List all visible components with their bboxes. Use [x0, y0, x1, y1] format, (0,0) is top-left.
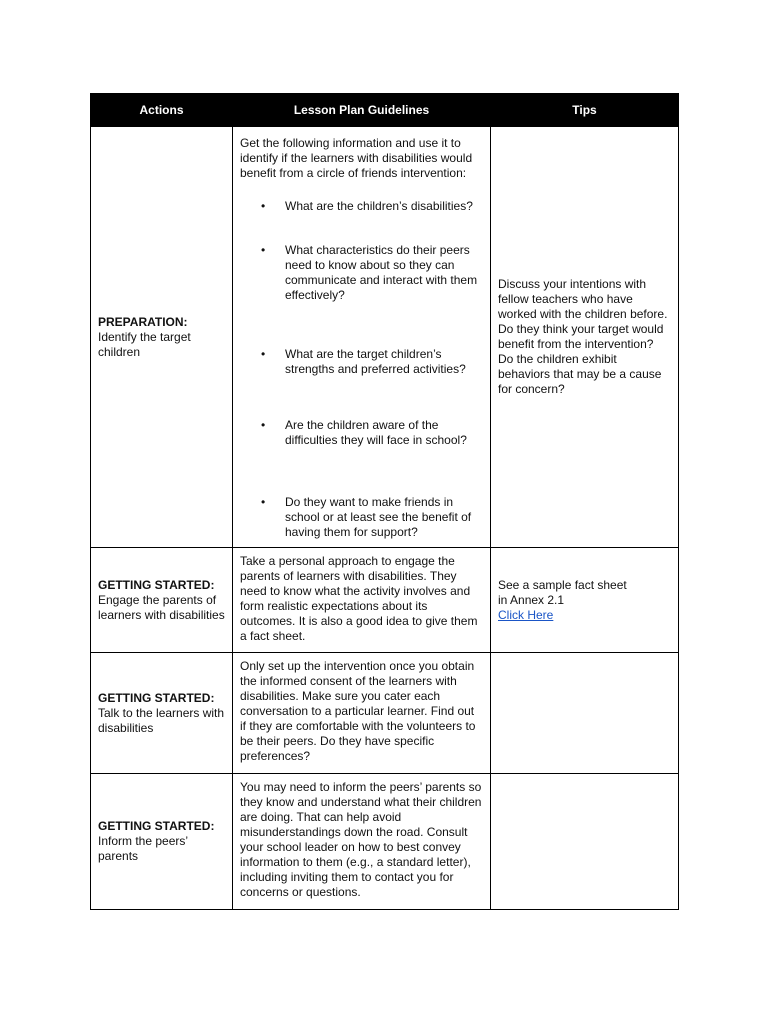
header-actions: Actions — [91, 94, 233, 127]
action-cell — [91, 548, 233, 653]
guideline-text: Only set up the intervention once you obtain the informed consent of the learners with disabilities. Make sure you cater each conversation to a particular learner. Find out if they are comfortable with the volunteers to be their peers. Do they have specific preferences? — [240, 659, 476, 763]
tip-cell — [491, 774, 679, 910]
action-description: Inform the peers’ parents — [98, 834, 188, 863]
lesson-plan-table — [90, 93, 679, 910]
list-item: • Do they want to make friends in school or at least see the benefit of having them for support? — [240, 495, 483, 540]
action-title: GETTING STARTED: — [98, 577, 215, 592]
action-description: Engage the parents of learners with disabilities — [98, 592, 225, 622]
action-title: GETTING STARTED: — [98, 690, 215, 705]
tip-cell — [491, 653, 679, 774]
guideline-cell — [233, 653, 491, 774]
action-cell — [91, 774, 233, 910]
header-guidelines: Lesson Plan Guidelines — [233, 94, 491, 127]
guideline-text: Get the following information and use it to identify if the learners with disabilities would benefit from a circle of friends intervention: — [240, 136, 473, 180]
action-description: Talk to the learners with disabilities — [98, 705, 225, 735]
action-description: Identify the target children — [98, 329, 191, 359]
table-row — [91, 774, 679, 910]
table-row — [91, 548, 679, 653]
list-item: • What are the target children’s strengths and preferred activities? — [240, 347, 483, 377]
list-item: • What characteristics do their peers need to know about so they can communicate and interact with them effectively? — [240, 243, 483, 303]
guideline-cell — [233, 548, 491, 653]
list-item: • What are the children’s disabilities? — [240, 199, 483, 214]
guideline-cell — [233, 774, 491, 910]
action-title: GETTING STARTED: — [98, 819, 215, 833]
guideline-bullet-list — [240, 199, 483, 540]
header-tips: Tips — [491, 94, 679, 127]
click-here-link[interactable]: Click Here — [498, 607, 554, 622]
list-item: • Are the children aware of the difficulties they will face in school? — [240, 418, 483, 448]
guideline-text: Take a personal approach to engage the parents of learners with disabilities. They need to know what the activity involves and form realistic expectations about its outcomes. It is also a good idea to give them a fact sheet. — [240, 554, 478, 643]
action-cell — [91, 653, 233, 774]
table-header-row — [91, 94, 679, 127]
tip-text: Discuss your intentions with fellow teachers who have worked with the children before. Do they think your target would benefit from the intervention? Do the children exhibit behaviors that may be a cause for concern? — [498, 277, 668, 396]
tip-line: in Annex 2.1 — [498, 592, 565, 607]
table-row — [91, 653, 679, 774]
tip-cell — [491, 548, 679, 653]
table-row — [91, 127, 679, 548]
guideline-cell — [233, 127, 491, 548]
tip-cell — [491, 127, 679, 548]
tip-line: See a sample fact sheet — [498, 577, 627, 592]
action-cell — [91, 127, 233, 548]
action-title: PREPARATION: — [98, 314, 188, 329]
guideline-text: You may need to inform the peers’ parents so they know and understand what their children are doing. That can help avoid misunderstandings down the road. Consult your school leader on how to best convey information to them (e.g., a standard letter), including inviting them to contact you for concerns or questions. — [240, 780, 482, 899]
